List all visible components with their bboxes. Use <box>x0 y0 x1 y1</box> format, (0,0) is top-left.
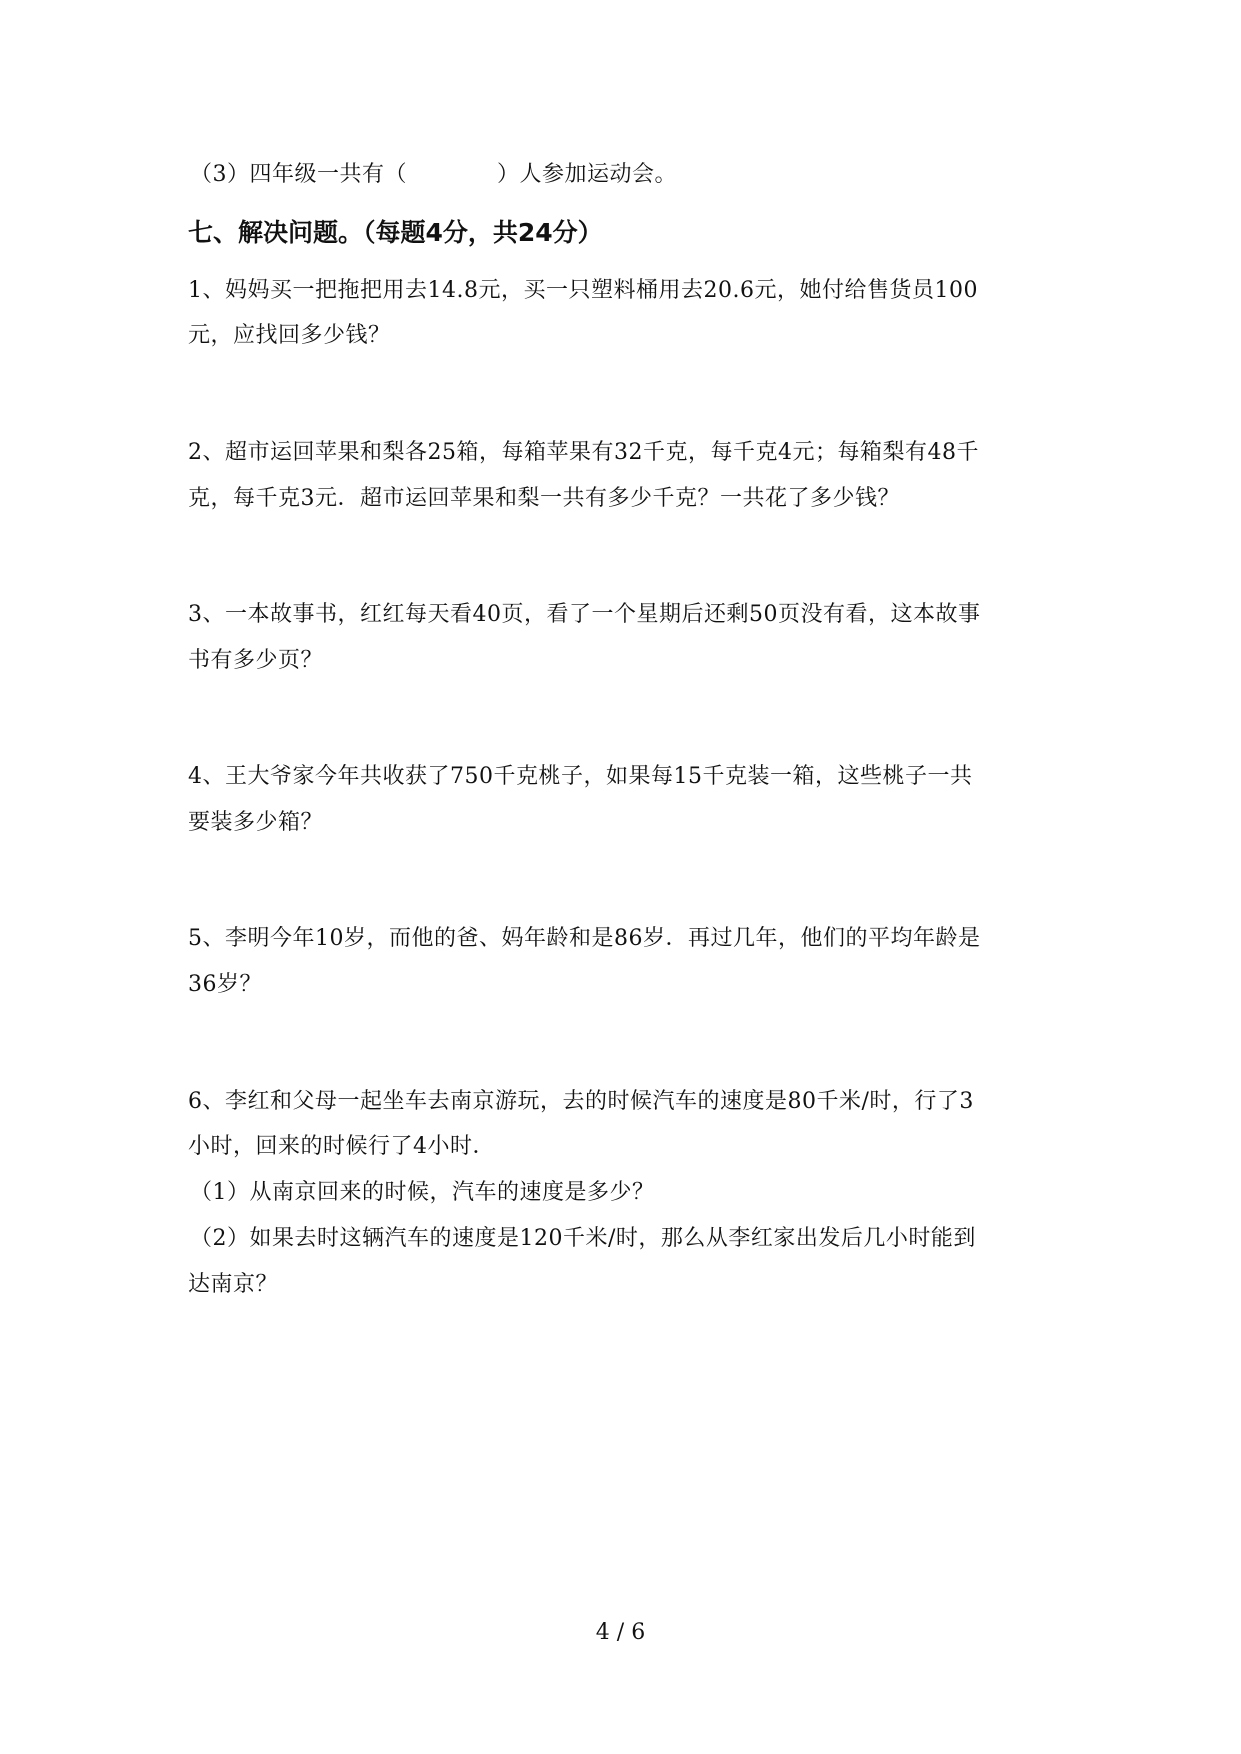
problem-line: 3、一本故事书，红红每天看40页，看了一个星期后还剩50页没有看，这本故事 <box>188 602 981 627</box>
problem-line: 6、李红和父母一起坐车去南京游玩，去的时候汽车的速度是80千米/时，行了3 <box>188 1089 974 1114</box>
sub-question: （1）从南京回来的时候，汽车的速度是多少？ <box>190 1180 655 1205</box>
sub-question: （2）如果去时这辆汽车的速度是120千米/时，那么从李红家出发后几小时能到 <box>190 1226 976 1251</box>
problem-line: 36岁？ <box>188 972 262 997</box>
problem-line: 克，每千克3元．超市运回苹果和梨一共有多少千克？一共花了多少钱？ <box>188 486 900 511</box>
page-number: 4 / 6 <box>595 1620 646 1645</box>
problem-line: 元，应找回多少钱？ <box>188 323 391 348</box>
sub-question: 达南京？ <box>188 1272 279 1297</box>
problem-line: 1、妈妈买一把拖把用去14.8元，买一只塑料桶用去20.6元，她付给售货员100 <box>188 278 978 303</box>
problem-line: 5、李明今年10岁，而他的爸、妈年龄和是86岁．再过几年，他们的平均年龄是 <box>188 926 981 951</box>
problem-line: 2、超市运回苹果和梨各25箱，每箱苹果有32千克，每千克4元；每箱梨有48千 <box>188 440 979 465</box>
section-title: 七、解决问题。（每题4分，共24分） <box>188 218 603 247</box>
problem-line: 书有多少页？ <box>188 648 324 673</box>
problem-line: 要装多少箱？ <box>188 810 324 835</box>
problem-line: 4、王大爷家今年共收获了750千克桃子，如果每15千克装一箱，这些桃子一共 <box>188 764 973 789</box>
problem-line: 小时，回来的时候行了4小时． <box>188 1134 495 1159</box>
prev-question-item: （3）四年级一共有（ ）人参加运动会。 <box>190 162 677 187</box>
